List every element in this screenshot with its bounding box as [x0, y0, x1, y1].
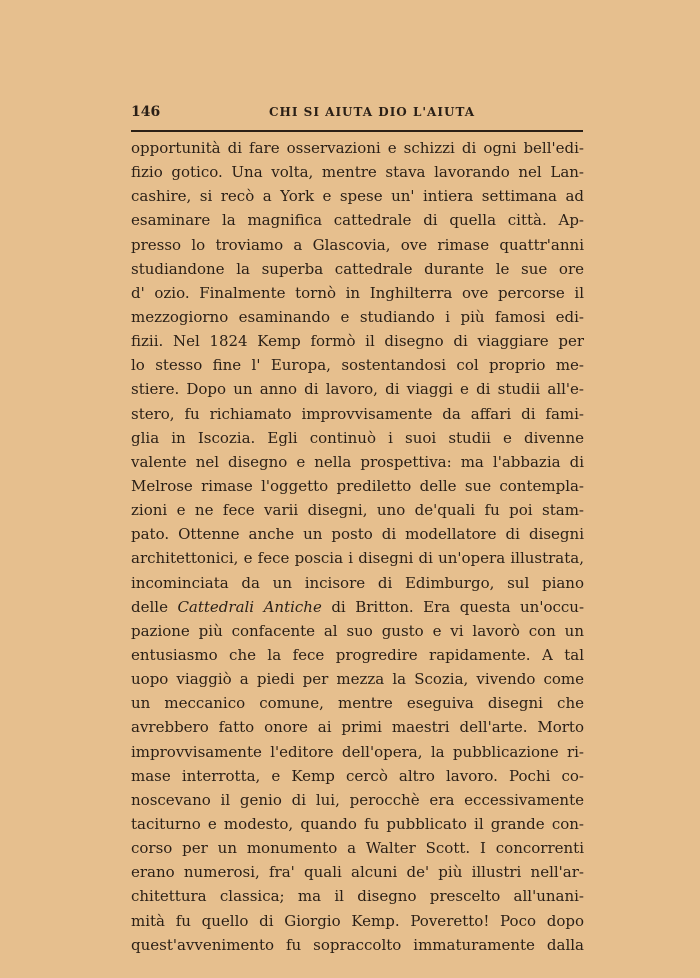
line-text-before: delle	[131, 597, 178, 616]
text-line: zioni e ne fece varii disegni, uno de'quali fu poi stam-	[131, 501, 584, 520]
page-number: 146	[131, 104, 161, 120]
text-line: mezzogiorno esaminando e studiando i più famosi edi-	[131, 307, 584, 326]
text-line: pazione più confacente al suo gusto e vi lavorò con un	[131, 621, 584, 640]
text-line: glia in Iscozia. Egli continuò i suoi studii e divenne	[131, 428, 584, 447]
text-line: esaminare la magnifica cattedrale di quella città. Ap-	[131, 211, 584, 230]
text-line: presso lo troviamo a Glascovia, ove rimase quattr'anni	[131, 235, 584, 254]
body-text	[131, 136, 584, 957]
text-line: noscevano il genio di lui, perocchè era eccessivamente	[131, 790, 584, 809]
text-line: erano numerosi, fra' quali alcuni de' più illustri nell'ar-	[131, 863, 584, 882]
text-line: lo stesso fine l' Europa, sostentandosi col proprio me-	[131, 356, 584, 375]
text-line: pato. Ottenne anche un posto di modellatore di disegni	[131, 525, 584, 544]
text-line: mase interrotta, e Kemp cercò altro lavoro. Pochi co-	[131, 766, 584, 785]
text-line: entusiasmo che la fece progredire rapidamente. A tal	[131, 645, 584, 664]
line-text-after: di Britton. Era questa un'occu-	[321, 597, 584, 616]
text-line: cashire, si recò a York e spese un' intiera settimana ad	[131, 187, 584, 206]
text-line: uopo viaggiò a piedi per mezza la Scozia, vivendo come	[131, 670, 584, 689]
header-rule	[131, 130, 583, 132]
text-line: stero, fu richiamato improvvisamente da affari di fami-	[131, 404, 584, 423]
running-title: CHI SI AIUTA DIO L'AIUTA	[269, 105, 476, 119]
book-title-italic: Cattedrali Antiche	[177, 597, 322, 616]
text-line: d' ozio. Finalmente tornò in Inghilterra ove percorse il	[131, 283, 584, 302]
text-line: fizio gotico. Una volta, mentre stava lavorando nel Lan-	[131, 163, 584, 182]
text-line: un meccanico comune, mentre eseguiva disegni che	[131, 694, 584, 713]
text-line: chitettura classica; ma il disegno prescelto all'unani-	[131, 887, 584, 906]
text-line: valente nel disegno e nella prospettiva: ma l'abbazia di	[131, 452, 584, 471]
text-line: opportunità di fare osservazioni e schizzi di ogni bell'edi-	[131, 139, 584, 157]
text-line	[131, 595, 584, 619]
text-line: improvvisamente l'editore dell'opera, la pubblicazione ri-	[131, 742, 584, 761]
text-line: avrebbero fatto onore ai primi maestri dell'arte. Morto	[131, 718, 584, 737]
text-line: corso per un monumento a Walter Scott. I concorrenti	[131, 839, 584, 858]
text-line: Melrose rimase l'oggetto prediletto delle sue contempla-	[131, 476, 584, 495]
text-line: quest'avvenimento fu sopraccolto immaturamente dalla	[131, 935, 584, 954]
text-line: mità fu quello di Giorgio Kemp. Poveretto! Poco dopo	[131, 911, 584, 930]
page-header	[131, 104, 584, 124]
text-line: incominciata da un incisore di Edimburgo, sul piano	[131, 573, 584, 592]
text-line: stiere. Dopo un anno di lavoro, di viaggi e di studii all'e-	[131, 380, 584, 399]
text-line: fizii. Nel 1824 Kemp formò il disegno di viaggiare per	[131, 332, 584, 351]
text-line: architettonici, e fece poscia i disegni di un'opera illustrata,	[131, 549, 584, 568]
text-line: studiandone la superba cattedrale durante le sue ore	[131, 259, 584, 278]
text-line: taciturno e modesto, quando fu pubblicato il grande con-	[131, 814, 584, 833]
